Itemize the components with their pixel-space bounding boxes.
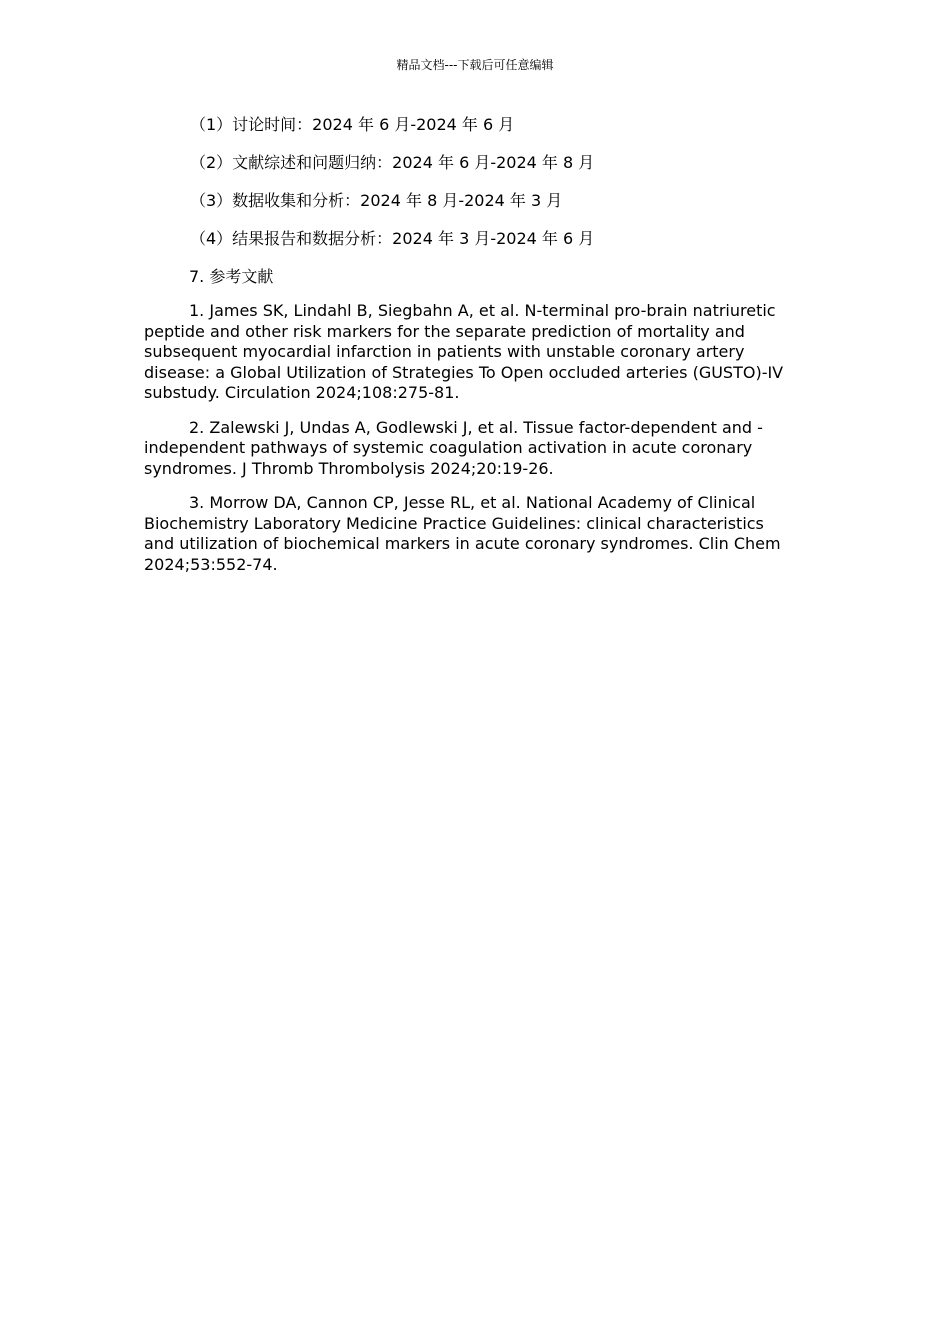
document-body bbox=[144, 115, 792, 589]
schedule-item-data-collection: （3）数据收集和分析：2024 年 8 月-2024 年 3 月 bbox=[190, 191, 563, 210]
reference-item-2: 2. Zalewski J, Undas A, Godlewski J, et al. Tissue factor-dependent and -independent pathways of systemic coagulation activation in acute coronary syndromes. J Thromb Thrombolysis 2024;20:19-26. bbox=[144, 417, 763, 478]
page-header: 精品文档---下载后可任意编辑 bbox=[396, 58, 554, 72]
schedule-item-result-report: （4）结果报告和数据分析：2024 年 3 月-2024 年 6 月 bbox=[190, 229, 595, 248]
reference-item-3: 3. Morrow DA, Cannon CP, Jesse RL, et al. National Academy of Clinical Biochemistry Laboratory Medicine Practice Guidelines: clinical characteristics and utilization of biochemical markers in acute coronary syndromes. Clin Chem 2024;53:552-74. bbox=[144, 493, 781, 574]
reference-item-1: 1. James SK, Lindahl B, Siegbahn A, et al. N-terminal pro-brain natriuretic peptide and other risk markers for the separate prediction of mortality and subsequent myocardial infarction in patients with unstable coronary artery disease: a Global Utilization of Strategies To Open occluded arteries (GUSTO)-IV substudy. Circulation 2024;108:275-81. bbox=[144, 301, 784, 402]
schedule-item-literature-review: （2）文献综述和问题归纳：2024 年 6 月-2024 年 8 月 bbox=[190, 153, 595, 172]
schedule-item-discussion: （1）讨论时间：2024 年 6 月-2024 年 6 月 bbox=[190, 115, 515, 134]
references-heading: 7. 参考文献 bbox=[189, 267, 274, 286]
